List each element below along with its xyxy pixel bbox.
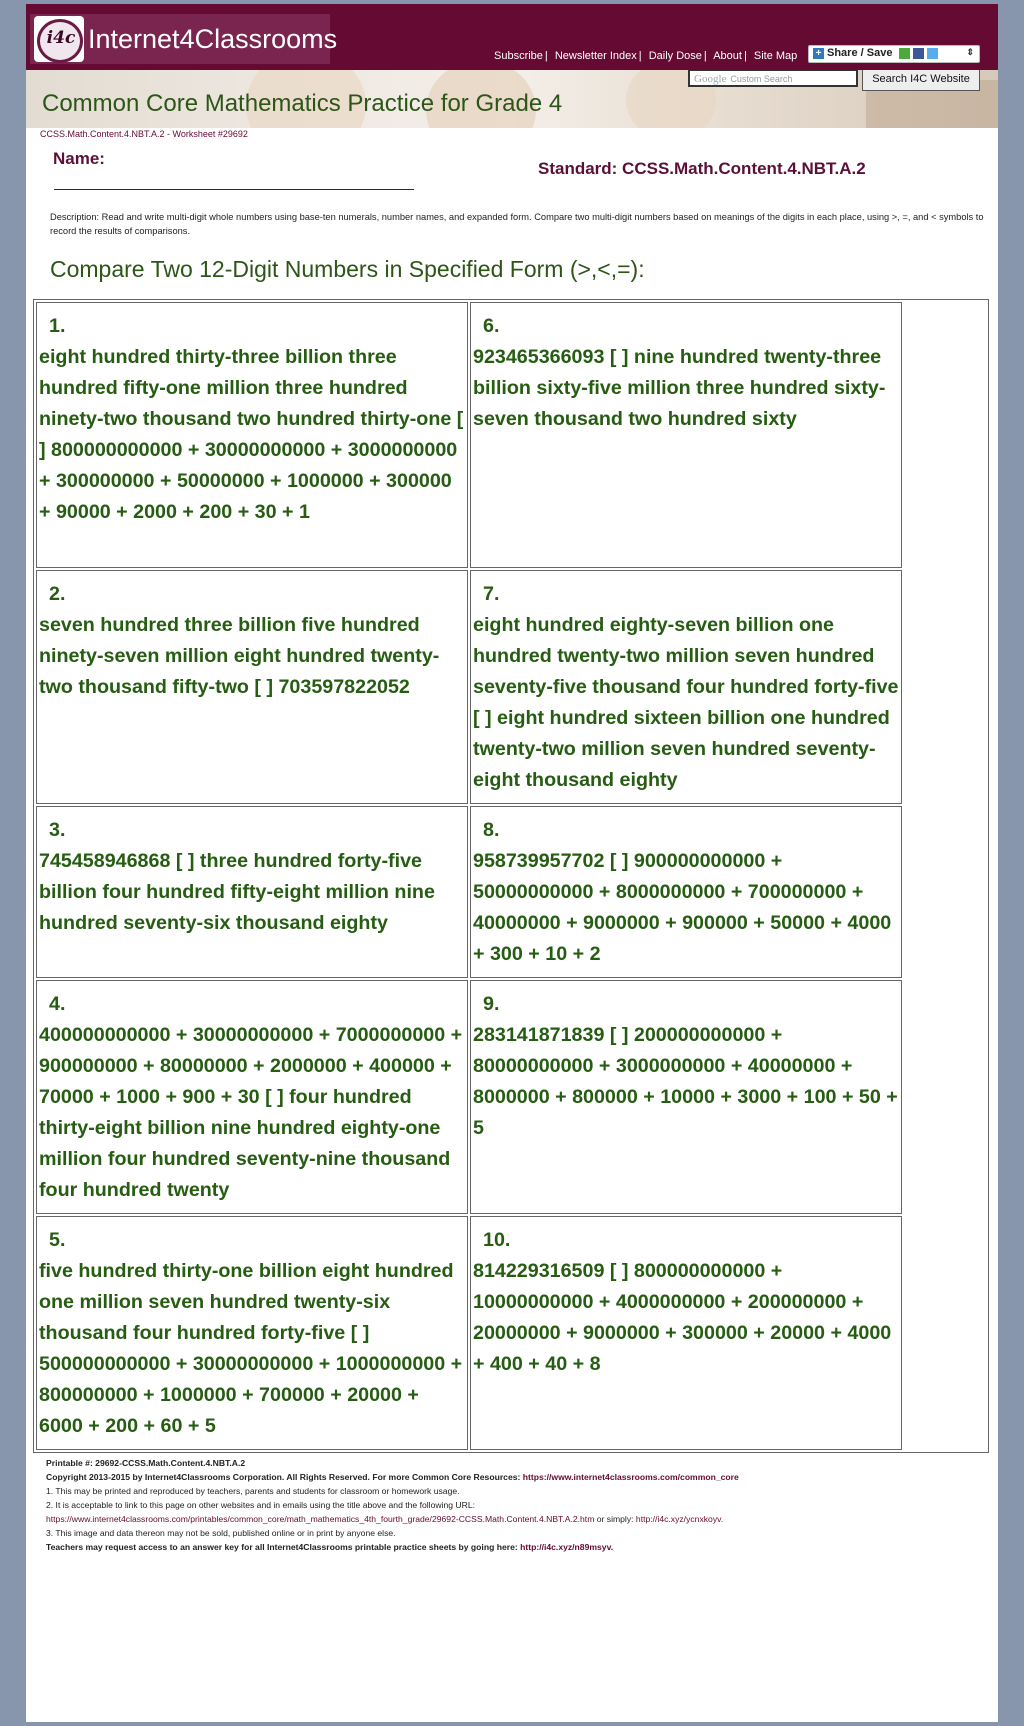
problem-cell	[36, 302, 468, 568]
usage-note-2: 2. It is acceptable to link to this page on other websites and in emails using the title above and the following URL:	[46, 1500, 475, 1510]
problem-number: 1.	[49, 315, 66, 337]
search-input[interactable]	[688, 70, 858, 87]
top-bar	[26, 4, 998, 70]
nav-daily-dose[interactable]: Daily Dose	[648, 50, 702, 62]
problem-text: 283141871839 [ ] 200000000000 + 80000000000 + 3000000000 + 40000000 + 8000000 + 800000 + 10000 + 3000 + 100 + 50 + 5	[473, 1024, 898, 1139]
problem-number: 3.	[49, 819, 66, 841]
problem-text: 400000000000 + 30000000000 + 7000000000 + 900000000 + 80000000 + 2000000 + 400000 + 70000 + 1000 + 900 + 30 [ ] four hundred thirty-eight billion nine hundred eighty-one million four hundred seventy-nine thousand four hundred twenty	[39, 1024, 463, 1201]
search-brand-icon: Google	[694, 73, 727, 85]
short-url-link[interactable]: http://i4c.xyz/ycnxkoyv	[635, 1514, 721, 1524]
problem-cell	[36, 1216, 468, 1450]
problem-cell	[470, 302, 902, 568]
logo-mark: i4c	[46, 28, 76, 48]
problem-number: 9.	[483, 993, 500, 1015]
problem-text: 745458946868 [ ] three hundred forty-five billion four hundred fifty-eight million nine hundred seventy-six thousand eighty	[39, 850, 435, 934]
top-nav: Subscribe | Newsletter Index | Daily Dose | About | Site Map	[494, 50, 798, 62]
footer	[46, 1456, 991, 1554]
problem-cell	[470, 980, 902, 1214]
problem-text: 923465366093 [ ] nine hundred twenty-three billion sixty-five million three hundred sixty-seven thousand two hundred sixty	[473, 346, 886, 430]
search-placeholder: Custom Search	[730, 74, 793, 84]
problem-cell	[470, 1216, 902, 1450]
problem-grid	[33, 299, 989, 1453]
description: Description: Read and write multi-digit whole numbers using base-ten numerals, number names, and expanded form. Compare two multi-digit numbers based on meanings of the digits in each place, using >, =, and < symbols to record the results of comparisons.	[50, 212, 984, 236]
usage-note-3: 3. This image and data thereon may not be sold, published online or in print by anyone else.	[46, 1528, 396, 1538]
copyright	[46, 1470, 991, 1484]
printable-number: Printable #: 29692-CCSS.Math.Content.4.NBT.A.2	[46, 1458, 246, 1468]
problem-cell	[36, 806, 468, 978]
page	[26, 4, 998, 1722]
share-label: Share / Save	[827, 47, 893, 59]
chevron-updown-icon[interactable]: ⇕	[966, 47, 974, 57]
problem-text: seven hundred three billion five hundred ninety-seven million eight hundred twenty-two thousand fifty-two [ ] 703597822052	[39, 614, 440, 698]
problem-number: 2.	[49, 583, 66, 605]
problem-text: 814229316509 [ ] 800000000000 + 10000000000 + 4000000000 + 200000000 + 20000000 + 9000000 + 300000 + 20000 + 4000 + 400 + 40 + 8	[473, 1260, 892, 1375]
problem-number: 7.	[483, 583, 500, 605]
problem-text: five hundred thirty-one billion eight hundred one million seven hundred twenty-six thousand four hundred forty-five [ ] 500000000000 + 30000000000 + 1000000000 + 800000000 + 1000000 + 700000 + 20000 + 6000 + 200 + 60 + 5	[39, 1260, 463, 1437]
answer-key-link[interactable]: http://i4c.xyz/n89msyv	[520, 1542, 611, 1552]
facebook-icon[interactable]	[913, 48, 924, 59]
answer-key-text: Teachers may request access to an answer key for all Internet4Classrooms printable practice sheets by going here:	[46, 1542, 518, 1552]
hero-banner	[26, 70, 998, 128]
problem-text: 958739957702 [ ] 900000000000 + 50000000000 + 8000000000 + 700000000 + 40000000 + 9000000 + 900000 + 50000 + 4000 + 300 + 10 + 2	[473, 850, 892, 965]
worksheet-url-link[interactable]: https://www.internet4classrooms.com/printables/common_core/math_mathematics_4th_fourth_grade/29692-CCSS.Math.Content.4.NBT.A.2.htm	[46, 1514, 595, 1524]
problem-number: 4.	[49, 993, 66, 1015]
name-line	[54, 189, 414, 190]
standard-label: Standard: CCSS.Math.Content.4.NBT.A.2	[538, 159, 866, 178]
share-plus-icon: +	[813, 48, 824, 59]
nav-subscribe[interactable]: Subscribe	[494, 50, 543, 62]
problem-cell	[36, 980, 468, 1214]
problem-number: 10.	[483, 1229, 511, 1251]
nav-newsletter-index[interactable]: Newsletter Index	[554, 50, 637, 62]
breadcrumb[interactable]: CCSS.Math.Content.4.NBT.A.2 - Worksheet #29692	[40, 129, 248, 139]
copyright-text: Copyright 2013-2015 by Internet4Classrooms Corporation. All Rights Reserved. For more Common Core Resources:	[46, 1472, 521, 1482]
twitter-icon[interactable]	[927, 48, 938, 59]
nav-site-map[interactable]: Site Map	[753, 50, 798, 62]
problem-cell	[36, 570, 468, 804]
common-core-link[interactable]: https://www.internet4classrooms.com/common_core	[522, 1472, 739, 1482]
site-logo[interactable]	[30, 14, 338, 64]
problem-cell	[470, 570, 902, 804]
problem-text: eight hundred eighty-seven billion one hundred twenty-two million seven hundred seventy-five thousand four hundred forty-five [ ] eight hundred sixteen billion one hundred twenty-two million seven hundred seventy-eight thousand eighty	[473, 614, 899, 791]
worksheet-url-line: https://www.internet4classrooms.com/printables/common_core/math_mathematics_4th_fourth_grade/29692-CCSS.Math.Content.4.NBT.A.2.htm or simply: http://i4c.xyz/ycnxkoyv.	[46, 1514, 724, 1524]
logo-badge-icon	[34, 16, 84, 62]
answer-key-note: Teachers may request access to an answer key for all Internet4Classrooms printable practice sheets by going here: http://i4c.xyz/n89msyv.	[46, 1542, 614, 1552]
or-simply-text: or simply:	[596, 1514, 634, 1524]
problem-cell	[470, 806, 902, 978]
nav-about[interactable]: About	[713, 50, 742, 62]
page-title: Common Core Mathematics Practice for Grade 4	[42, 90, 563, 117]
name-label: Name:	[53, 149, 105, 168]
search-button[interactable]: Search I4C Website	[862, 70, 980, 91]
worksheet-title: Compare Two 12-Digit Numbers in Specified Form (>,<,=):	[50, 256, 645, 282]
usage-note-1: 1. This may be printed and reproduced by teachers, parents and students for classroom or homework usage.	[46, 1486, 460, 1496]
problem-number: 5.	[49, 1229, 66, 1251]
email-share-icon[interactable]	[899, 48, 910, 59]
problem-text: eight hundred thirty-three billion three hundred fifty-one million three hundred ninety-two thousand two hundred thirty-one [ ] 800000000000 + 30000000000 + 3000000000 + 300000000 + 50000000 + 1000000 + 300000 + 90000 + 2000 + 200 + 30 + 1	[39, 346, 464, 523]
share-save-button[interactable]	[808, 45, 980, 63]
site-name: Internet4Classrooms	[88, 24, 338, 54]
problem-number: 6.	[483, 315, 500, 337]
problem-number: 8.	[483, 819, 500, 841]
